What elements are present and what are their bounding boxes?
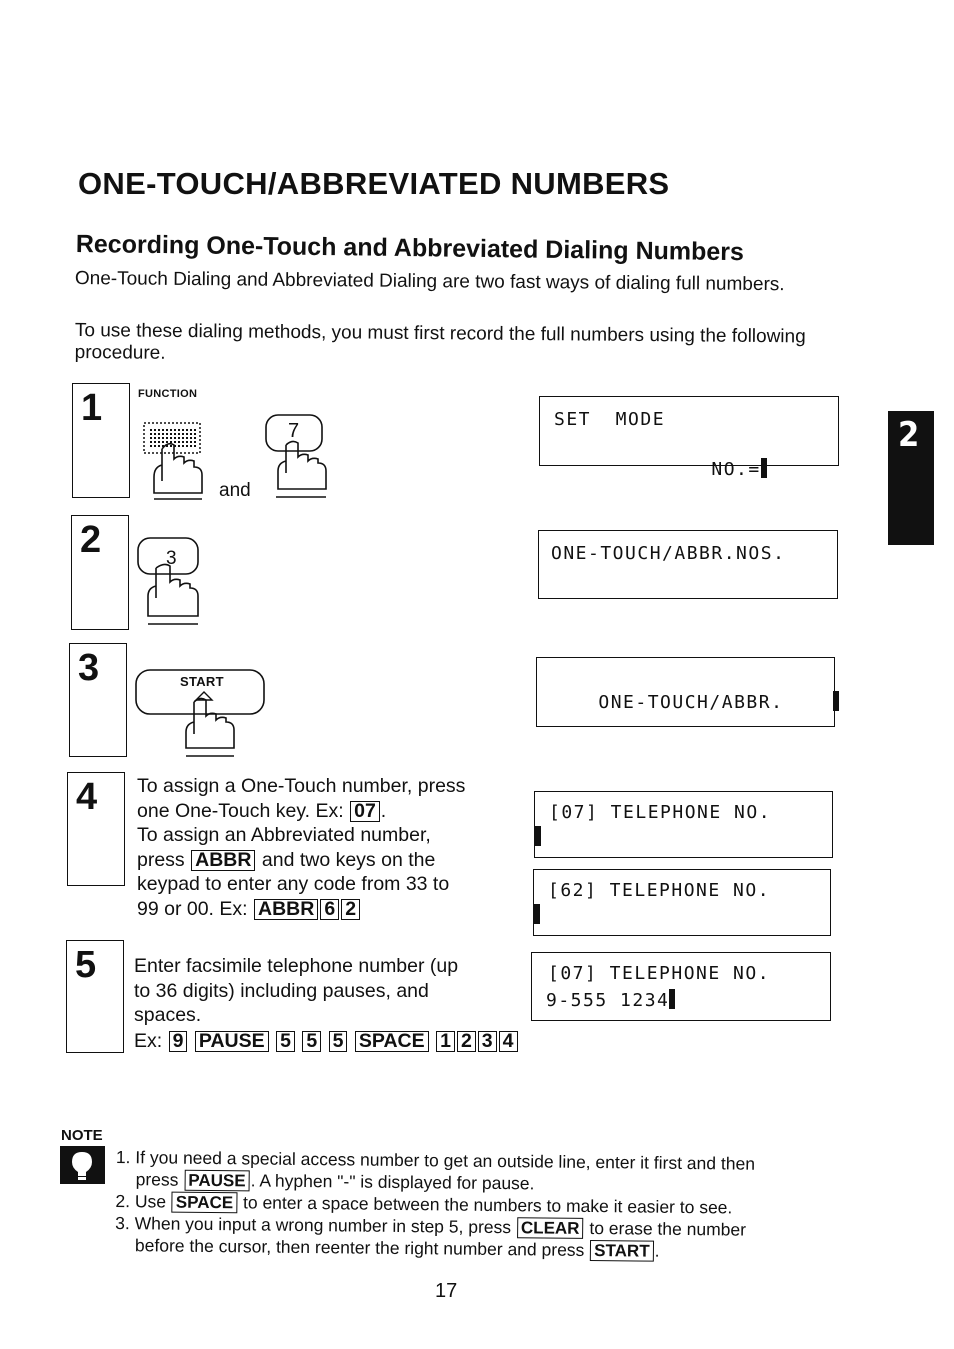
key-3: 3 — [478, 1031, 497, 1052]
key-4: 4 — [499, 1031, 518, 1052]
key-pause: PAUSE — [195, 1031, 269, 1052]
note-icon — [60, 1146, 105, 1184]
key-clear: CLEAR — [517, 1217, 584, 1239]
step-4-line-2 — [137, 799, 465, 824]
step-2-box — [71, 515, 129, 630]
step-4-line-2-text: one One-Touch key. Ex: — [137, 799, 344, 822]
step-4-line-3: To assign an Abbreviated number, — [137, 824, 431, 846]
chapter-tab — [888, 411, 934, 545]
step-1-box — [72, 383, 130, 498]
step-4-line-1: To assign a One-Touch number, press — [137, 775, 466, 797]
key-space: SPACE — [172, 1192, 238, 1214]
note-item-3-text-b: to erase the number — [589, 1217, 747, 1240]
key-start: START — [590, 1240, 654, 1262]
page-number: 17 — [435, 1280, 458, 1302]
key-3-label: 3 — [166, 548, 177, 569]
key-5: 5 — [276, 1031, 295, 1052]
key-abbr: ABBR — [191, 850, 255, 871]
intro-paragraph-1: One-Touch Dialing and Abbreviated Dialing are two fast ways of dialing full numbers. — [74, 268, 785, 296]
section-title: Recording One-Touch and Abbreviated Dialing Numbers — [75, 230, 745, 267]
note-item-3 — [115, 1212, 835, 1264]
lcd-line-1-text: ONE-TOUCH/ABBR. — [598, 692, 784, 713]
pressing-hand-icon — [276, 441, 326, 497]
key-space: SPACE — [355, 1031, 429, 1052]
function-key-icon — [144, 423, 200, 453]
pressing-hand-icon — [154, 444, 202, 499]
step-4-line-5: keypad to enter any code from 33 to — [137, 873, 450, 895]
lcd-line-1: [07] TELEPHONE NO. — [548, 963, 771, 984]
cursor-block — [761, 458, 767, 478]
step-4-line-6 — [137, 897, 465, 922]
lcd-display-step-3 — [536, 657, 835, 727]
note-label: NOTE — [61, 1127, 103, 1144]
note-list — [115, 1146, 836, 1264]
step-4-line-4-text-a: press — [137, 848, 185, 871]
note-item-1-text-a: press — [135, 1169, 179, 1190]
start-key-label: START — [180, 674, 224, 689]
chapter-tab-number: 2 — [898, 415, 920, 455]
step-4-line-4 — [137, 848, 465, 873]
cursor-block — [535, 826, 541, 846]
lcd-line-2-text: NO.= — [711, 459, 761, 480]
key-6: 6 — [320, 899, 339, 920]
step-4-line-6-text: 99 or 00. Ex: — [137, 897, 248, 920]
lcd-display-step-1 — [539, 396, 839, 480]
lcd-line-2 — [662, 437, 767, 501]
note-item-3-text-c: before the cursor, then reenter the right number and press — [134, 1235, 585, 1260]
note-item-2-text-a: 2. Use — [115, 1190, 167, 1212]
cursor-block — [534, 904, 540, 924]
step-3-box — [69, 643, 127, 757]
key-1: 1 — [436, 1031, 455, 1052]
pressing-hand-icon — [186, 698, 234, 756]
step-1-number: 1 — [81, 387, 103, 429]
note-item-1 — [116, 1146, 836, 1198]
lcd-line-1: ONE-TOUCH/ABBR.NOS. — [551, 543, 786, 564]
step-4-text — [137, 774, 465, 921]
key-abbr: ABBR — [254, 899, 318, 920]
cursor-block — [669, 989, 675, 1009]
key-2: 2 — [457, 1031, 476, 1052]
lightbulb-icon — [60, 1146, 105, 1184]
key-pause: PAUSE — [184, 1170, 250, 1192]
note-item-2-text-b: to enter a space between the numbers to make it easier to see. — [242, 1192, 733, 1218]
cursor-block — [833, 691, 839, 711]
key-5: 5 — [329, 1031, 348, 1052]
and-label: and — [219, 480, 251, 501]
key-3-illustration — [132, 532, 212, 632]
step-5-box — [66, 940, 124, 1053]
lcd-display-step-4-abbreviated — [533, 869, 831, 936]
step-4-period: . — [380, 799, 387, 822]
note-item-3-period: . — [654, 1240, 660, 1261]
key-7-label: 7 — [288, 420, 300, 442]
intro-paragraph-2: To use these dialing methods, you must first record the full numbers using the following procedure. — [74, 320, 806, 364]
note-item-1-text-b: . A hyphen "-" is displayed for pause. — [250, 1170, 535, 1194]
step-4-line-4-text-b: and two keys on the — [261, 848, 436, 871]
step-5-line-2: to 36 digits) including pauses, and — [134, 979, 429, 1002]
lcd-line-1 — [549, 670, 839, 734]
function-label: FUNCTION — [138, 388, 198, 400]
step-5-example — [134, 1029, 519, 1054]
note-item-1-line-1: 1. If you need a special access number to get an outside line, enter it first and then — [115, 1147, 756, 1174]
lcd-line-2-text: 9-555 1234 — [546, 990, 670, 1011]
note-item-3-text-a: 3. When you input a wrong number in step 5, press — [115, 1212, 512, 1238]
example-label: Ex: — [134, 1029, 163, 1052]
step-5-line-3: spaces. — [134, 1004, 202, 1026]
lcd-line-2 — [534, 904, 540, 926]
step-5-number: 5 — [75, 944, 97, 986]
lcd-display-step-5 — [531, 952, 831, 1021]
step-2-number: 2 — [80, 519, 102, 561]
key-2: 2 — [341, 899, 360, 920]
step-5-text — [134, 954, 519, 1053]
step-5-line-1: Enter facsimile telephone number (up — [134, 955, 459, 977]
lcd-line-1: [62] TELEPHONE NO. — [548, 880, 771, 901]
lcd-display-step-2 — [538, 530, 838, 599]
lcd-line-2 — [546, 989, 675, 1011]
key-9: 9 — [169, 1031, 188, 1052]
lcd-display-step-4-one-touch — [534, 791, 833, 858]
step-3-number: 3 — [78, 647, 100, 689]
step-4-number: 4 — [76, 776, 98, 818]
lcd-line-1: SET MODE — [554, 409, 666, 430]
key-07: 07 — [350, 801, 380, 822]
key-5: 5 — [302, 1031, 321, 1052]
page-title: ONE-TOUCH/ABBREVIATED NUMBERS — [78, 166, 670, 201]
lcd-line-1: [07] TELEPHONE NO. — [549, 802, 772, 823]
lcd-line-2 — [535, 826, 541, 848]
step-4-box — [67, 772, 125, 886]
